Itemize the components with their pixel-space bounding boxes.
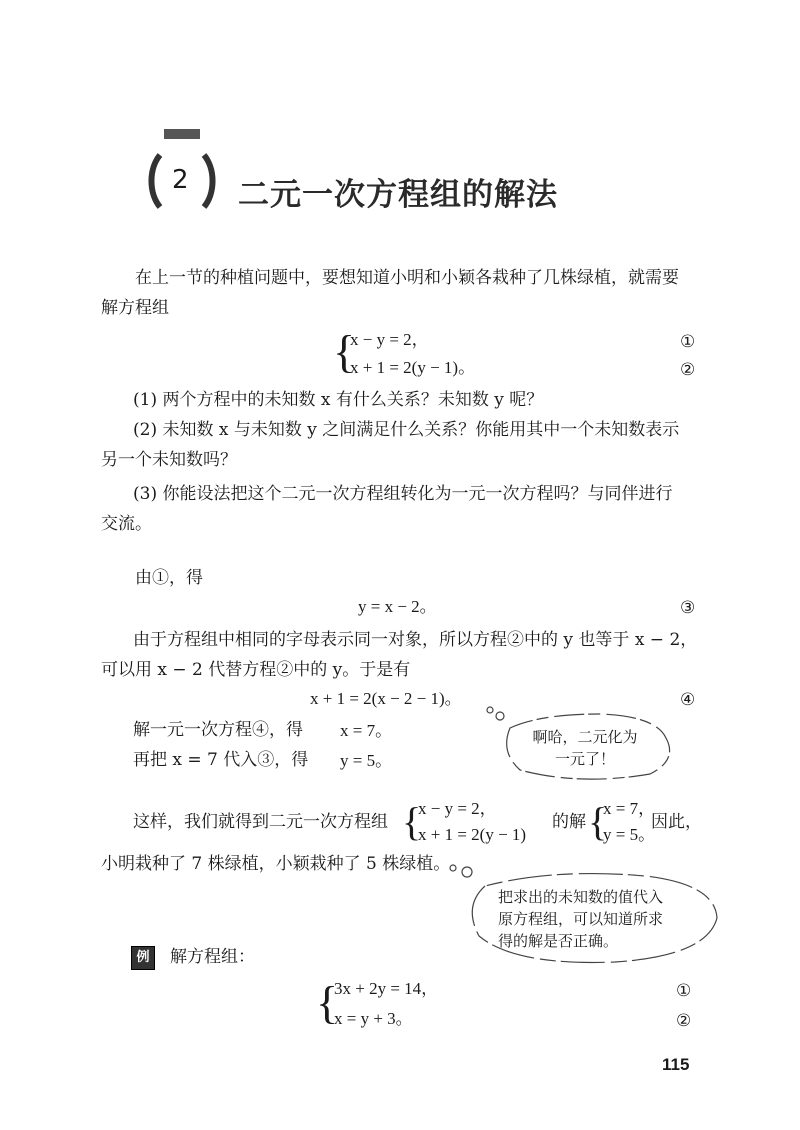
conclusion-final: 小明栽种了 7 株绿植，小颖栽种了 5 株绿植。 [101, 854, 451, 874]
equation-4-mark: ④ [680, 690, 696, 710]
intro-line-1: 在上一节的种植问题中，要想知道小明和小颖各栽种了几株绿植，就需要 [135, 268, 679, 288]
question-1: (1) 两个方程中的未知数 x 有什么关系？未知数 y 呢？ [133, 390, 544, 410]
question-3-line-2: 交流。 [101, 514, 152, 534]
conclusion-solution-brace: { [588, 799, 608, 844]
example-brace: { [316, 977, 339, 1028]
system1-mark1: ① [680, 332, 696, 352]
solve-value: x = 7。 [340, 721, 393, 740]
thought-bubble-1-line-2: 一元了！ [554, 750, 615, 768]
thought-bubble-1 [520, 726, 650, 770]
system1-eq2: x + 1 = 2(y − 1)。 [350, 358, 476, 377]
equation-3: y = x − 2。 [358, 597, 437, 616]
thought-bubble-1-line-1: 啊哈，二元化为 [532, 728, 638, 746]
system1-mark2: ② [680, 360, 696, 380]
solution-paragraph-line-1: 由于方程组中相同的字母表示同一对象，所以方程②中的 y 也等于 x − 2， [133, 630, 698, 650]
page-number: 115 [662, 1055, 690, 1074]
section-header [138, 125, 558, 215]
example-mark1: ① [676, 981, 692, 1001]
section-title: 二元一次方程组的解法 [238, 177, 558, 213]
substitute-value: y = 5。 [340, 751, 393, 770]
example-label: 解方程组： [170, 947, 255, 967]
conclusion-eq1: x − y = 2， [418, 799, 497, 818]
conclusion-sol1: x = 7， [603, 799, 656, 818]
example-badge: 例1 [131, 946, 155, 970]
equation-4: x + 1 = 2(x − 2 − 1)。 [310, 689, 462, 708]
solve-label: 解一元一次方程④，得 [133, 720, 303, 740]
section-number: 2 [172, 165, 189, 195]
conclusion-mid: 的解 [552, 812, 586, 832]
question-3-line-1: (3) 你能设法把这个二元一次方程组转化为一元一次方程吗？与同伴进行 [133, 484, 673, 504]
question-2-line-2: 另一个未知数吗？ [101, 450, 237, 470]
solution-paragraph-line-2: 可以用 x − 2 代替方程②中的 y。于是有 [101, 660, 411, 680]
example-mark2: ② [676, 1011, 692, 1031]
conclusion-eq2: x + 1 = 2(y − 1) [418, 825, 527, 844]
thought-bubble-2 [498, 886, 698, 952]
example-eq1: 3x + 2y = 14， [334, 979, 439, 998]
conclusion-start: 这样，我们就得到二元一次方程组 [133, 812, 388, 832]
system1-eq1: x − y = 2， [350, 330, 429, 349]
intro-line-2: 解方程组 [101, 298, 169, 318]
conclusion-end: 因此， [651, 812, 702, 832]
equation-3-mark: ③ [680, 598, 696, 618]
system1-brace: { [333, 326, 356, 377]
thought-bubble-2-line-3: 得的解是否正确。 [498, 932, 619, 950]
from-eq1-label: 由①，得 [135, 568, 203, 588]
conclusion-system-brace: { [402, 799, 422, 844]
question-2-line-1: (2) 未知数 x 与未知数 y 之间满足什么关系？你能用其中一个未知数表示 [133, 420, 680, 440]
thought-bubble-2-line-1: 把求出的未知数的值代入 [498, 888, 664, 906]
substitute-label: 再把 x = 7 代入③，得 [133, 750, 309, 770]
conclusion-sol2: y = 5。 [603, 825, 656, 844]
thought-bubble-2-line-2: 原方程组，可以知道所求 [498, 910, 664, 928]
example-eq2: x = y + 3。 [334, 1009, 413, 1028]
